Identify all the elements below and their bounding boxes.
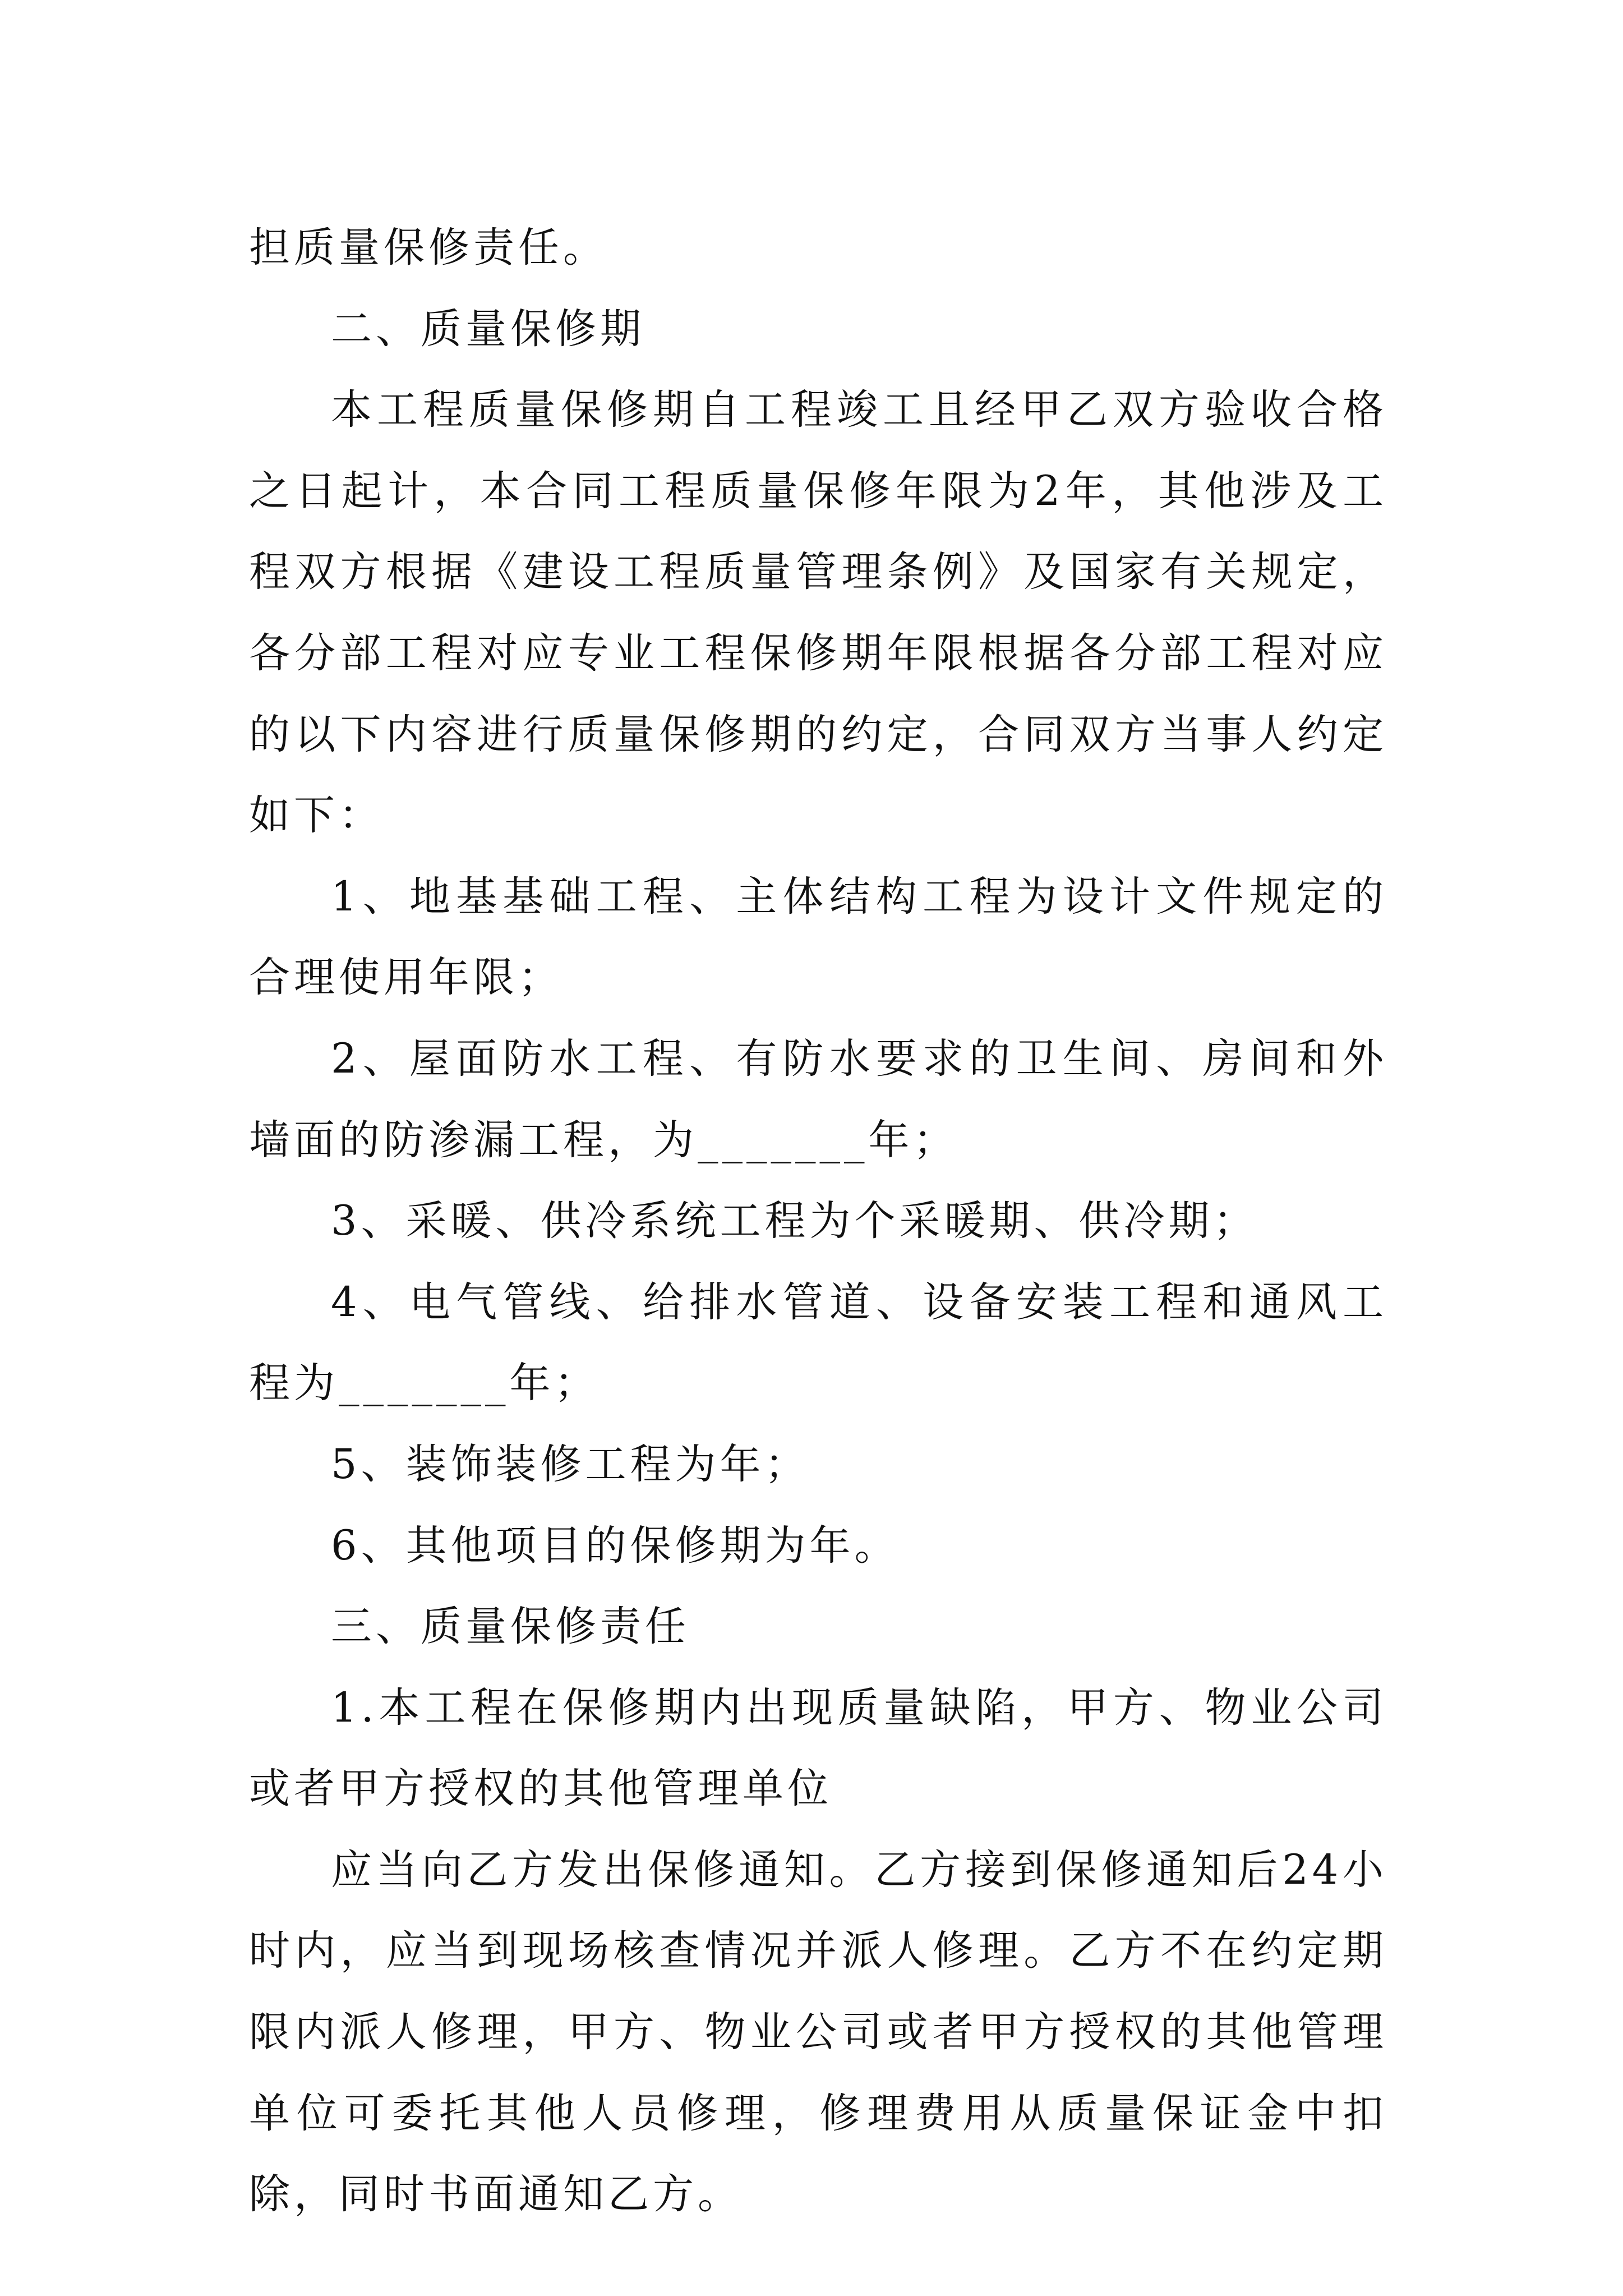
list-item-1: 1、地基基础工程、主体结构工程为设计文件规定的合理使用年限； (249, 872, 1387, 1002)
paragraph-warranty-period: 本工程质量保修期自工程竣工且经甲乙双方验收合格之日起计，本合同工程质量保修年限为2年，其他涉及工程双方根据《建设工程质量管理条例》及国家有关规定，各分部工程对应专业工程保修期年限根据各分部工程对应的以下内容进行质量保修期的约定，合同双方当事人约定如下： (249, 386, 1387, 840)
paragraph-responsibility-2: 应当向乙方发出保修通知。乙方接到保修通知后24小时内，应当到现场核查情况并派人修理。乙方不在约定期限内派人修理，甲方、物业公司或者甲方授权的其他管理单位可委托其他人员修理，修理费用从质量保证金中扣除，同时书面通知乙方。 (249, 1846, 1387, 2219)
list-item-4: 4、电气管线、给排水管道、设备安装工程和通风工程为_______年； (249, 1278, 1387, 1407)
list-item-6: 6、其他项目的保修期为年。 (331, 1521, 900, 1570)
document-body (249, 208, 1387, 2235)
list-item-5: 5、装饰装修工程为年； (331, 1440, 810, 1488)
list-item-2: 2、屋面防水工程、有防水要求的卫生间、房间和外墙面的防渗漏工程，为_______年； (249, 1034, 1387, 1164)
section-heading-warranty-responsibility: 三、质量保修责任 (331, 1603, 690, 1651)
paragraph-responsibility-1: 1.本工程在保修期内出现质量缺陷，甲方、物业公司或者甲方授权的其他管理单位 (249, 1683, 1387, 1813)
list-item-3: 3、采暖、供冷系统工程为个采暖期、供冷期； (331, 1197, 1258, 1245)
paragraph-continuation: 担质量保修责任。 (249, 224, 608, 272)
section-heading-warranty-period: 二、质量保修期 (331, 305, 645, 353)
